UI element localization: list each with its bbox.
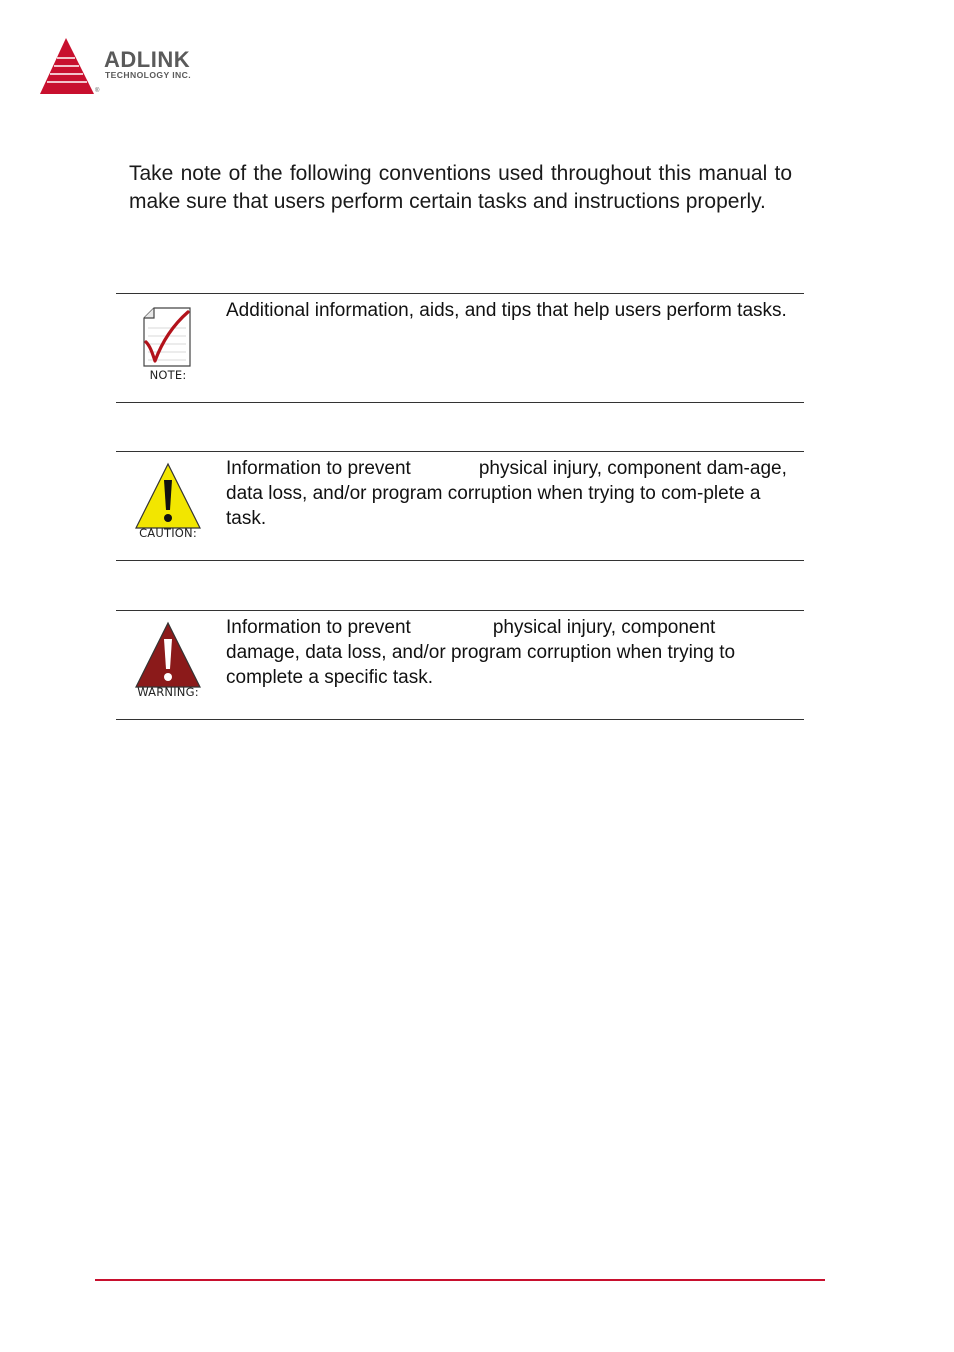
registered-mark: ®: [95, 88, 100, 94]
intro-paragraph: Take note of the following conventions used throughout this manual to make sure that users perform certain tasks and instructions properly.: [129, 162, 792, 213]
note-block: [116, 293, 804, 403]
adlink-logo: [38, 36, 238, 100]
warning-caption: WARNING:: [137, 685, 199, 699]
note-text: Additional information, aids, and tips that help users perform tasks.: [226, 300, 787, 321]
caution-text: [226, 456, 791, 531]
note-caption: NOTE:: [149, 368, 187, 382]
logo-subtitle: TECHNOLOGY INC.: [105, 70, 192, 80]
warning-block: [116, 610, 804, 720]
caution-block: [116, 451, 804, 561]
caution-triangle-icon: [134, 462, 202, 532]
caution-caption: CAUTION:: [139, 526, 197, 540]
adlink-triangle-icon: [38, 36, 102, 100]
caution-text-part1: Information to prevent: [226, 458, 411, 479]
warning-text-part1: Information to prevent: [226, 617, 411, 638]
caution-text-part2: physical injury, component dam-age, data loss, and/or program corruption when trying to com-plete a task.: [226, 458, 787, 529]
footer-divider: [95, 1279, 825, 1281]
note-checkmark-icon: [134, 304, 202, 378]
logo-wordmark: ADLINK: [104, 47, 191, 72]
warning-text: [226, 615, 791, 690]
warning-text-part2: physical injury, component damage, data loss, and/or program corruption when trying to complete a specific task.: [226, 617, 736, 688]
warning-triangle-icon: [134, 621, 202, 691]
